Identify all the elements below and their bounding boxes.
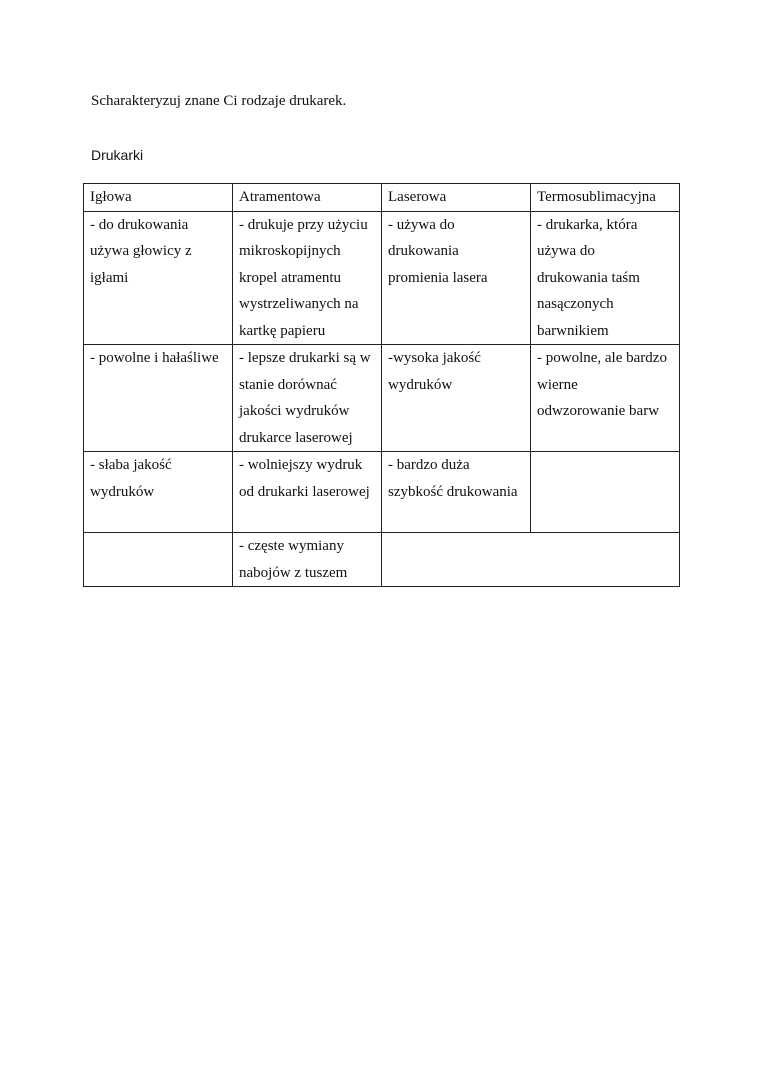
cell-text: - do drukowania używa głowicy z igłami bbox=[90, 216, 192, 286]
table-cell bbox=[531, 452, 680, 533]
table-cell bbox=[233, 452, 382, 533]
table-cell bbox=[382, 211, 531, 345]
task-prompt: Scharakteryzuj znane Ci rodzaje drukarek. bbox=[91, 93, 347, 109]
cell-text: - używa do drukowania promienia lasera bbox=[388, 216, 488, 286]
table-cell bbox=[382, 452, 531, 533]
cell-text: - powolne, ale bardzo wierne odwzorowanie barw bbox=[537, 350, 667, 419]
table-cell bbox=[531, 211, 680, 345]
cell-text: - powolne i hałaśliwe bbox=[90, 350, 219, 366]
table-cell bbox=[531, 345, 680, 452]
table-row bbox=[84, 533, 680, 587]
table-row bbox=[84, 211, 680, 345]
table-cell bbox=[233, 211, 382, 345]
header-label: Laserowa bbox=[388, 189, 447, 205]
table-cell bbox=[382, 345, 531, 452]
table-row bbox=[84, 452, 680, 533]
table-cell bbox=[84, 211, 233, 345]
header-label: Igłowa bbox=[90, 189, 132, 205]
cell-text: - drukuje przy użyciu mikroskopijnych kropel atramentu wystrzeliwanych na kartkę papieru bbox=[239, 216, 368, 339]
cell-text: - drukarka, która używa do drukowania taśm nasączonych barwnikiem bbox=[537, 216, 640, 339]
cell-text: - lepsze drukarki są w stanie dorównać jakości wydruków drukarce laserowej bbox=[239, 350, 371, 446]
table-row bbox=[84, 345, 680, 452]
table-cell bbox=[84, 533, 233, 587]
header-label: Termosublimacyjna bbox=[537, 189, 656, 205]
cell-text: - słaba jakość wydruków bbox=[90, 457, 172, 500]
table-cell bbox=[233, 533, 382, 587]
cell-text: -wysoka jakość wydruków bbox=[388, 350, 481, 393]
table-cell bbox=[84, 345, 233, 452]
table-cell-merged bbox=[382, 533, 680, 587]
header-cell-laserowa bbox=[382, 184, 531, 212]
header-cell-iglowa bbox=[84, 184, 233, 212]
table-header-row bbox=[84, 184, 680, 212]
cell-text: - częste wymiany nabojów z tuszem bbox=[239, 538, 348, 581]
header-label: Atramentowa bbox=[239, 189, 321, 205]
cell-text: - bardzo duża szybkość drukowania bbox=[388, 457, 518, 500]
header-cell-atramentowa bbox=[233, 184, 382, 212]
table-cell bbox=[233, 345, 382, 452]
printer-types-table bbox=[83, 183, 680, 587]
table-cell bbox=[84, 452, 233, 533]
section-heading: Drukarki bbox=[91, 147, 144, 163]
cell-text: - wolniejszy wydruk od drukarki laserowej bbox=[239, 457, 370, 500]
header-cell-termosublimacyjna bbox=[531, 184, 680, 212]
